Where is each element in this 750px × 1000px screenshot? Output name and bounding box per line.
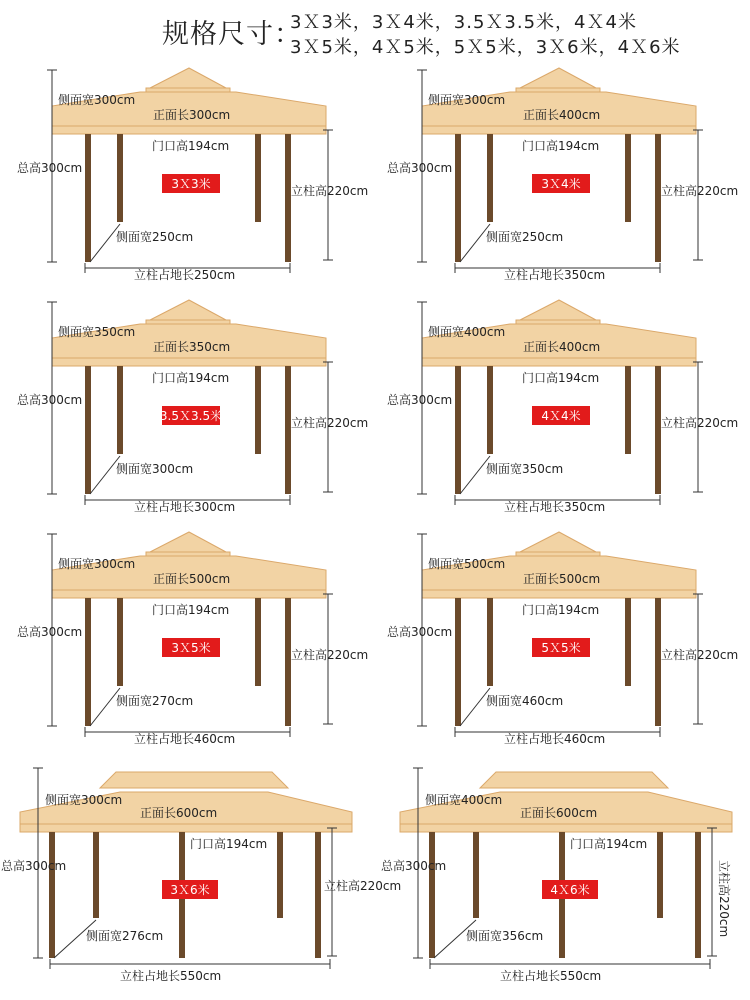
roof-valance [20, 824, 352, 832]
spec-list-line-2: 3Ｘ5米，4Ｘ5米，5Ｘ5米，3Ｘ6米，4Ｘ6米 [290, 37, 681, 58]
pillar [117, 134, 123, 222]
gazebo-diagram [17, 300, 368, 514]
size-badge-label: 3Ｘ5米 [171, 641, 211, 655]
size-badge-label: 3Ｘ3米 [171, 177, 211, 191]
pillar [487, 366, 493, 454]
pillar-height-label: 立柱高220cm [717, 860, 731, 938]
door-height-label: 门口高194cm [570, 837, 648, 851]
pillar [285, 366, 291, 494]
pillar-height-label: 立柱高220cm [661, 416, 739, 430]
side-width-bottom-label: 侧面宽270cm [116, 694, 194, 708]
side-width-top-label: 侧面宽400cm [425, 793, 503, 807]
roof-valance [52, 126, 326, 134]
side-width-bottom-label: 侧面宽250cm [116, 230, 194, 244]
door-height-label: 门口高194cm [522, 139, 600, 153]
front-length-label: 正面长600cm [140, 806, 218, 820]
size-badge-label: 3.5Ｘ3.5米 [159, 409, 223, 423]
pillar [655, 598, 661, 726]
pillar [117, 366, 123, 454]
side-width-top-label: 侧面宽300cm [428, 93, 506, 107]
pillar [657, 832, 663, 918]
pillar [255, 366, 261, 454]
gazebo-diagram [1, 768, 401, 983]
pillar-height-label: 立柱高220cm [291, 416, 369, 430]
side-width-bottom-label: 侧面宽356cm [466, 929, 544, 943]
roof-cap [520, 68, 596, 88]
roof-cap [150, 68, 226, 88]
front-length-label: 正面长500cm [523, 572, 601, 586]
footprint-label: 立柱占地长350cm [504, 500, 606, 514]
size-badge-label: 4Ｘ6米 [550, 883, 590, 897]
pillar [429, 832, 435, 958]
side-width-top-label: 侧面宽350cm [58, 325, 136, 339]
pillar [49, 832, 55, 958]
side-width-top-label: 侧面宽300cm [58, 93, 136, 107]
footprint-label: 立柱占地长300cm [134, 500, 236, 514]
door-height-label: 门口高194cm [152, 139, 230, 153]
front-length-label: 正面长400cm [523, 108, 601, 122]
pillar [85, 598, 91, 726]
gazebo-diagram [17, 68, 368, 282]
roof-valance [422, 126, 696, 134]
pillar [255, 598, 261, 686]
gazebo-diagram [381, 768, 732, 983]
pillar [695, 832, 701, 958]
gazebo-diagram [387, 532, 738, 746]
roof-valance [52, 590, 326, 598]
door-height-label: 门口高194cm [152, 603, 230, 617]
pillar [487, 134, 493, 222]
side-width-bottom-label: 侧面宽460cm [486, 694, 564, 708]
front-length-label: 正面长350cm [153, 340, 231, 354]
side-width-bottom-label: 侧面宽250cm [486, 230, 564, 244]
pillar [285, 134, 291, 262]
pillar [625, 134, 631, 222]
pillar [655, 366, 661, 494]
pillar [315, 832, 321, 958]
side-width-bottom-label: 侧面宽300cm [116, 462, 194, 476]
pillar [85, 366, 91, 494]
side-width-bottom-label: 侧面宽276cm [86, 929, 164, 943]
pillar-height-label: 立柱高220cm [291, 184, 369, 198]
footprint-label: 立柱占地长550cm [120, 969, 222, 983]
roof-cap [520, 300, 596, 320]
pillar [455, 134, 461, 262]
total-height-label: 总高300cm [17, 161, 83, 175]
side-width-top-label: 侧面宽300cm [45, 793, 123, 807]
gazebo-diagram [387, 300, 738, 514]
pillar [625, 598, 631, 686]
size-badge-label: 4Ｘ4米 [541, 409, 581, 423]
roof-cap [150, 300, 226, 320]
front-length-label: 正面长500cm [153, 572, 231, 586]
spec-title: 规格尺寸： [162, 19, 302, 50]
size-badge-label: 3Ｘ6米 [170, 883, 210, 897]
front-length-label: 正面长300cm [153, 108, 231, 122]
footprint-label: 立柱占地长460cm [504, 732, 606, 746]
footprint-label: 立柱占地长250cm [134, 268, 236, 282]
pillar [85, 134, 91, 262]
total-height-label: 总高300cm [17, 625, 83, 639]
pillar [655, 134, 661, 262]
footprint-label: 立柱占地长350cm [504, 268, 606, 282]
side-width-top-label: 侧面宽400cm [428, 325, 506, 339]
pillar [473, 832, 479, 918]
roof-cap [150, 532, 226, 552]
gazebo-diagram [17, 532, 368, 746]
front-length-label: 正面长400cm [523, 340, 601, 354]
door-height-label: 门口高194cm [522, 603, 600, 617]
side-width-bottom-label: 侧面宽350cm [486, 462, 564, 476]
pillar [487, 598, 493, 686]
door-height-label: 门口高194cm [152, 371, 230, 385]
size-badge-label: 3Ｘ4米 [541, 177, 581, 191]
door-height-label: 门口高194cm [522, 371, 600, 385]
total-height-label: 总高300cm [381, 859, 447, 873]
pillar-height-label: 立柱高220cm [324, 879, 402, 893]
footprint-label: 立柱占地长550cm [500, 969, 602, 983]
pillar [277, 832, 283, 918]
total-height-label: 总高300cm [17, 393, 83, 407]
pillar-height-label: 立柱高220cm [661, 648, 739, 662]
roof-cap [520, 532, 596, 552]
pillar [455, 598, 461, 726]
size-badge-label: 5Ｘ5米 [541, 641, 581, 655]
pillar-height-label: 立柱高220cm [661, 184, 739, 198]
pillar-height-label: 立柱高220cm [291, 648, 369, 662]
pillar [255, 134, 261, 222]
roof-valance [400, 824, 732, 832]
total-height-label: 总高300cm [1, 859, 67, 873]
pillar [93, 832, 99, 918]
front-length-label: 正面长600cm [520, 806, 598, 820]
roof-valance [52, 358, 326, 366]
total-height-label: 总高300cm [387, 161, 453, 175]
pillar [625, 366, 631, 454]
roof-valance [422, 358, 696, 366]
spec-list-line-1: 3Ｘ3米，3Ｘ4米，3.5Ｘ3.5米，4Ｘ4米 [290, 12, 637, 33]
roof-cap [480, 772, 668, 788]
roof-cap [100, 772, 288, 788]
side-width-top-label: 侧面宽300cm [58, 557, 136, 571]
pillar [117, 598, 123, 686]
total-height-label: 总高300cm [387, 625, 453, 639]
roof-valance [422, 590, 696, 598]
gazebo-diagram [387, 68, 738, 282]
side-width-top-label: 侧面宽500cm [428, 557, 506, 571]
door-height-label: 门口高194cm [190, 837, 268, 851]
footprint-label: 立柱占地长460cm [134, 732, 236, 746]
total-height-label: 总高300cm [387, 393, 453, 407]
pillar [285, 598, 291, 726]
pillar [455, 366, 461, 494]
